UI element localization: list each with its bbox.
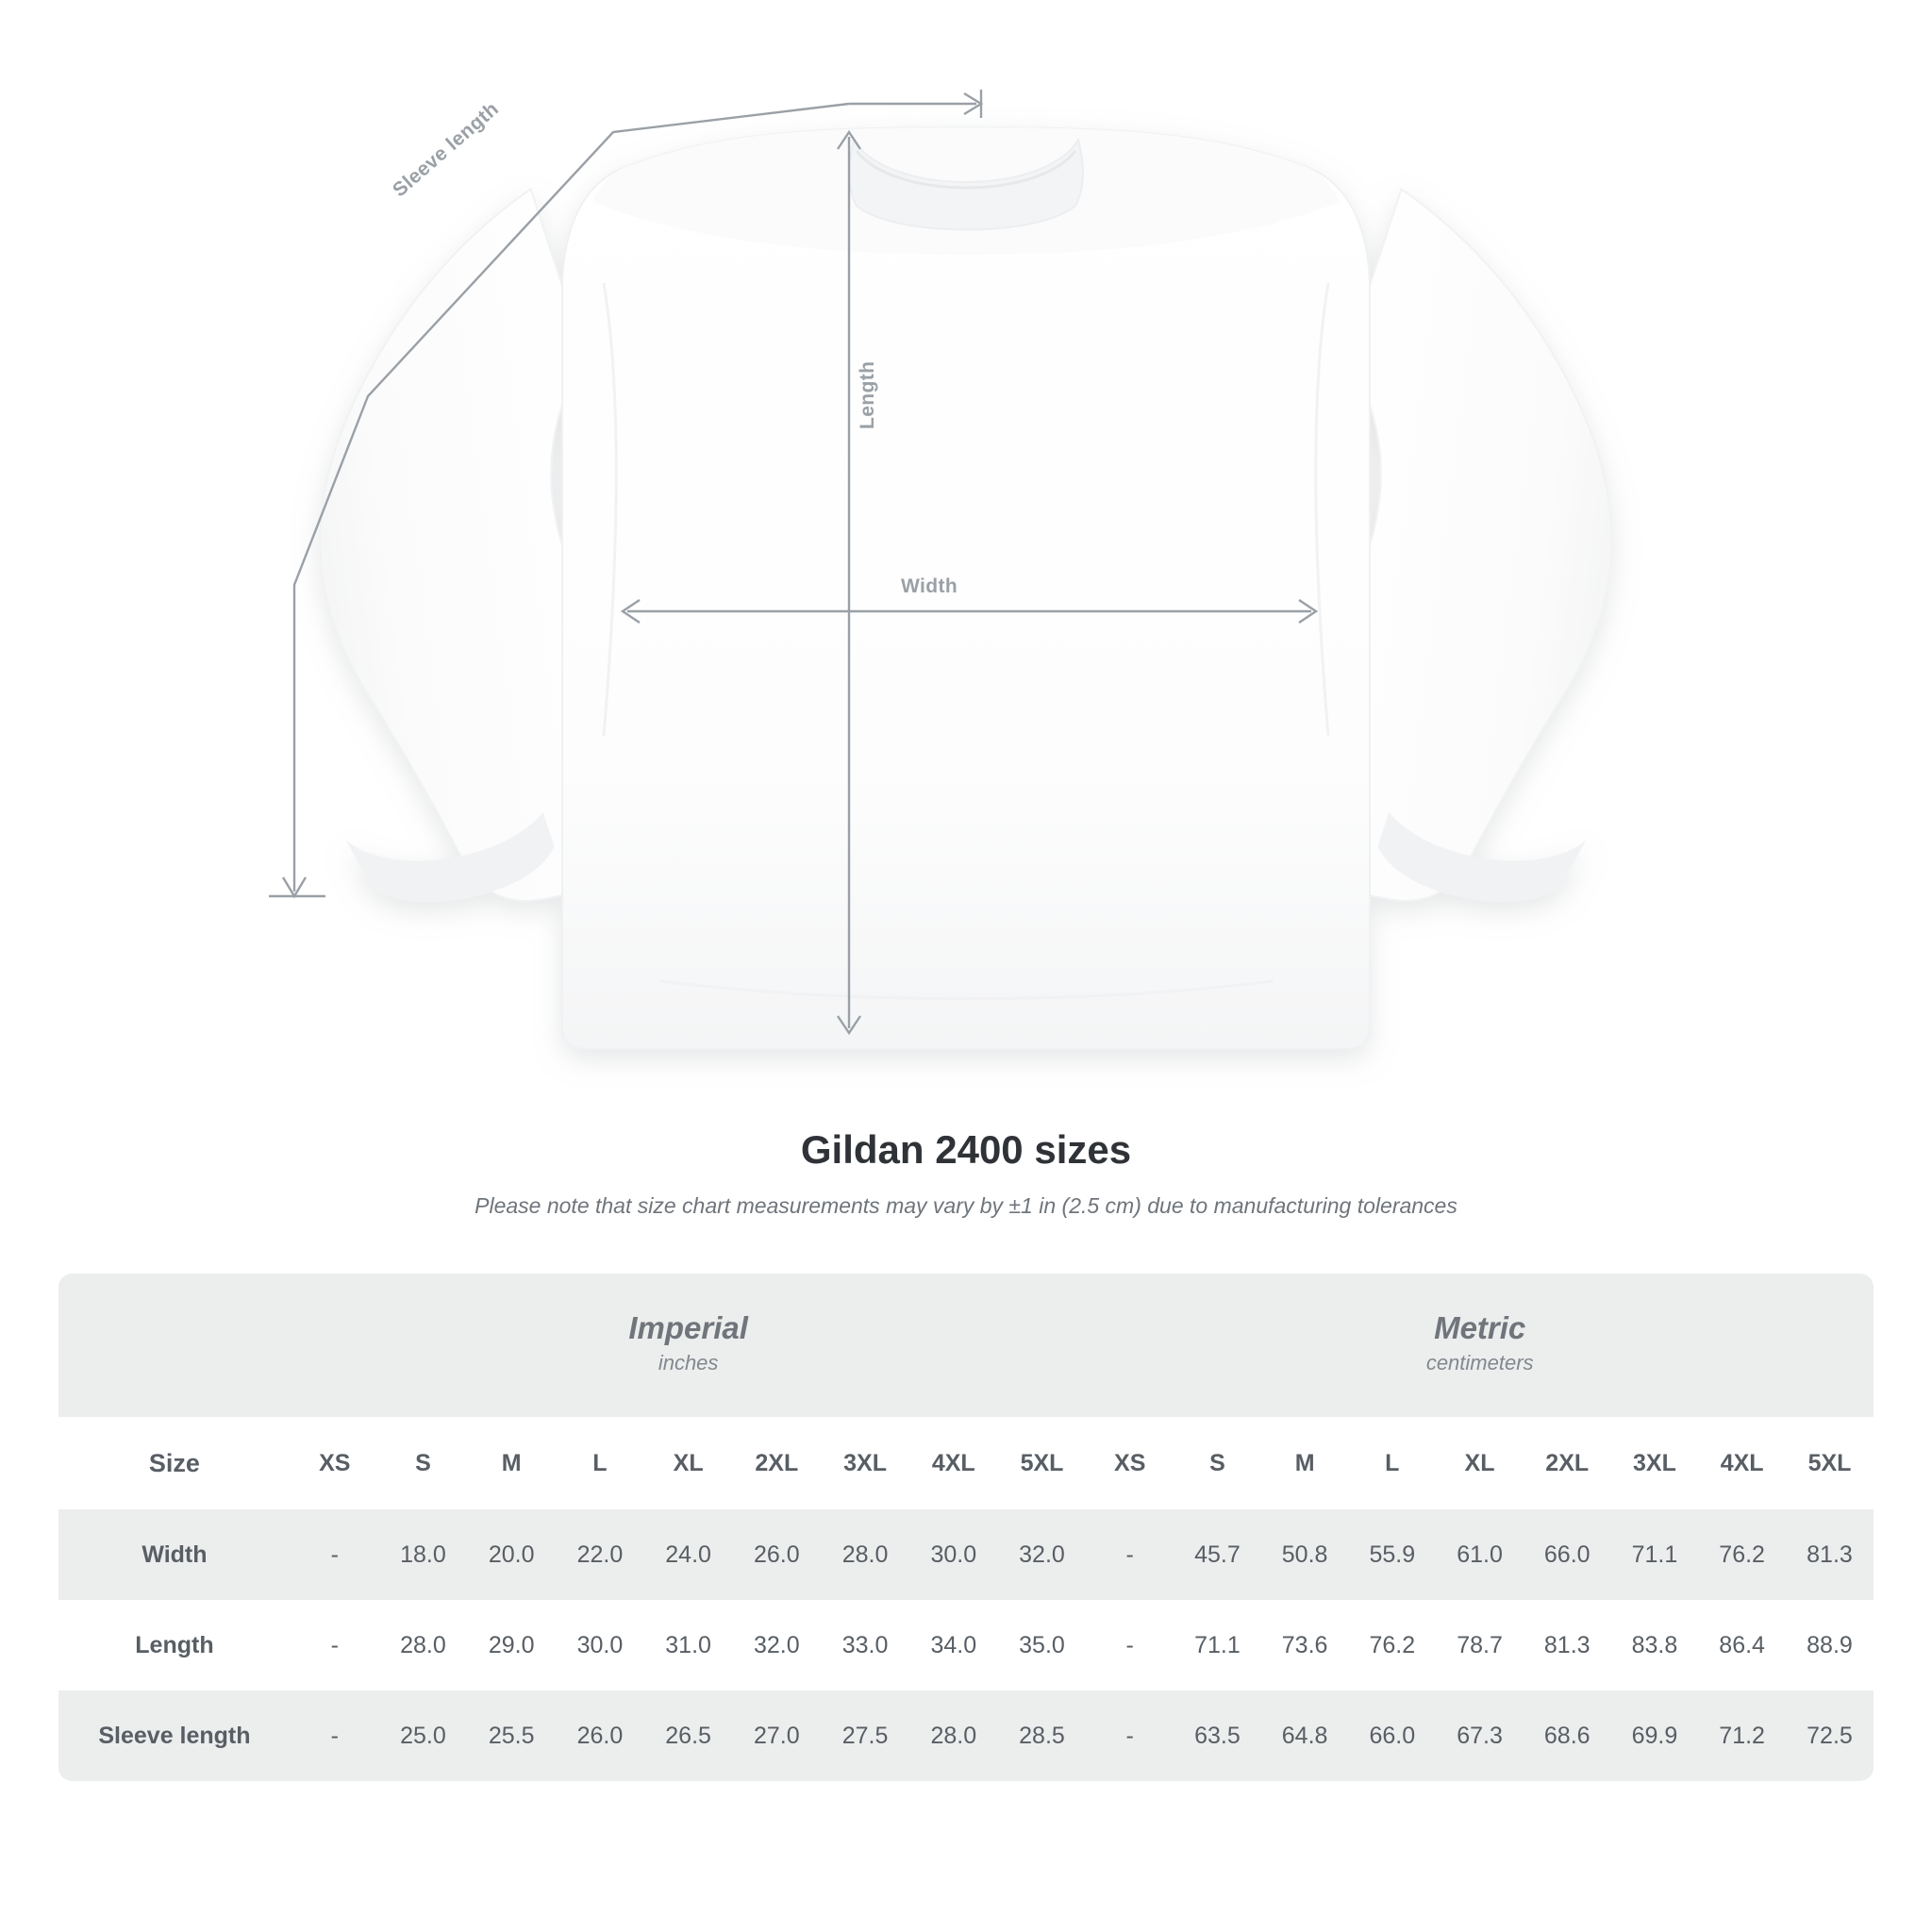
cell-length-imperial-3xl: 33.0 bbox=[821, 1600, 909, 1690]
size-header-imperial-5xl: 5XL bbox=[998, 1417, 1087, 1509]
cell-sleeve-metric-xl: 67.3 bbox=[1436, 1690, 1524, 1781]
cell-sleeve-imperial-2xl: 27.0 bbox=[732, 1690, 821, 1781]
cell-sleeve-imperial-m: 25.5 bbox=[467, 1690, 556, 1781]
cell-width-metric-5xl: 81.3 bbox=[1786, 1509, 1874, 1600]
table-row bbox=[58, 1600, 1874, 1690]
size-header-label: Size bbox=[58, 1417, 291, 1509]
cell-length-metric-3xl: 83.8 bbox=[1611, 1600, 1699, 1690]
cell-width-metric-4xl: 76.2 bbox=[1698, 1509, 1786, 1600]
cell-sleeve-imperial-xs: - bbox=[291, 1690, 379, 1781]
row-label-sleeve-length: Sleeve length bbox=[58, 1690, 291, 1781]
cell-sleeve-imperial-5xl: 28.5 bbox=[998, 1690, 1087, 1781]
table-row bbox=[58, 1509, 1874, 1600]
cell-length-imperial-5xl: 35.0 bbox=[998, 1600, 1087, 1690]
size-header-imperial-2xl: 2XL bbox=[732, 1417, 821, 1509]
cell-width-imperial-5xl: 32.0 bbox=[998, 1509, 1087, 1600]
cell-width-metric-xl: 61.0 bbox=[1436, 1509, 1524, 1600]
unit-header-row bbox=[58, 1274, 1874, 1417]
cell-sleeve-imperial-3xl: 27.5 bbox=[821, 1690, 909, 1781]
cell-width-imperial-2xl: 26.0 bbox=[732, 1509, 821, 1600]
size-header-metric-m: M bbox=[1261, 1417, 1349, 1509]
title-block bbox=[0, 1127, 1932, 1219]
page-title: Gildan 2400 sizes bbox=[800, 1127, 1132, 1172]
cell-length-imperial-xs: - bbox=[291, 1600, 379, 1690]
cell-width-metric-l: 55.9 bbox=[1348, 1509, 1436, 1600]
row-label-width: Width bbox=[58, 1509, 291, 1600]
size-header-metric-4xl: 4XL bbox=[1698, 1417, 1786, 1509]
sleeve-length-label: Sleeve length bbox=[389, 97, 504, 202]
cell-width-metric-3xl: 71.1 bbox=[1611, 1509, 1699, 1600]
cell-length-metric-s: 71.1 bbox=[1174, 1600, 1261, 1690]
unit-metric-cell bbox=[1086, 1274, 1874, 1417]
length-label: Length bbox=[857, 360, 878, 429]
unit-imperial-sub: inches bbox=[658, 1351, 719, 1375]
cell-length-imperial-s: 28.0 bbox=[379, 1600, 468, 1690]
cell-sleeve-metric-3xl: 69.9 bbox=[1611, 1690, 1699, 1781]
cell-width-metric-s: 45.7 bbox=[1174, 1509, 1261, 1600]
cell-length-metric-4xl: 86.4 bbox=[1698, 1600, 1786, 1690]
cell-sleeve-metric-xs: - bbox=[1086, 1690, 1174, 1781]
tolerance-note: Please note that size chart measurements may vary by ±1 in (2.5 cm) due to manufacturing tolerances bbox=[475, 1193, 1457, 1218]
size-header-metric-2xl: 2XL bbox=[1524, 1417, 1611, 1509]
size-header-metric-3xl: 3XL bbox=[1611, 1417, 1699, 1509]
cell-length-imperial-m: 29.0 bbox=[467, 1600, 556, 1690]
cell-sleeve-metric-2xl: 68.6 bbox=[1524, 1690, 1611, 1781]
unit-imperial-cell bbox=[291, 1274, 1086, 1417]
cell-width-metric-xs: - bbox=[1086, 1509, 1174, 1600]
cell-sleeve-metric-5xl: 72.5 bbox=[1786, 1690, 1874, 1781]
size-header-metric-xs: XS bbox=[1086, 1417, 1174, 1509]
unit-imperial-name: Imperial bbox=[628, 1310, 748, 1346]
cell-width-imperial-m: 20.0 bbox=[467, 1509, 556, 1600]
cell-width-imperial-s: 18.0 bbox=[379, 1509, 468, 1600]
size-header-metric-xl: XL bbox=[1436, 1417, 1524, 1509]
size-header-metric-l: L bbox=[1348, 1417, 1436, 1509]
cell-length-imperial-4xl: 34.0 bbox=[909, 1600, 998, 1690]
cell-length-metric-2xl: 81.3 bbox=[1524, 1600, 1611, 1690]
size-header-metric-s: S bbox=[1174, 1417, 1261, 1509]
size-header-imperial-xl: XL bbox=[644, 1417, 733, 1509]
cell-sleeve-metric-4xl: 71.2 bbox=[1698, 1690, 1786, 1781]
unit-corner-cell bbox=[58, 1274, 291, 1417]
cell-sleeve-imperial-xl: 26.5 bbox=[644, 1690, 733, 1781]
size-header-imperial-4xl: 4XL bbox=[909, 1417, 998, 1509]
cell-width-metric-2xl: 66.0 bbox=[1524, 1509, 1611, 1600]
cell-width-imperial-3xl: 28.0 bbox=[821, 1509, 909, 1600]
cell-sleeve-imperial-s: 25.0 bbox=[379, 1690, 468, 1781]
size-header-imperial-3xl: 3XL bbox=[821, 1417, 909, 1509]
cell-width-imperial-xs: - bbox=[291, 1509, 379, 1600]
size-table bbox=[58, 1274, 1874, 1781]
cell-width-metric-m: 50.8 bbox=[1261, 1509, 1349, 1600]
cell-length-imperial-2xl: 32.0 bbox=[732, 1600, 821, 1690]
row-label-length: Length bbox=[58, 1600, 291, 1690]
cell-sleeve-metric-m: 64.8 bbox=[1261, 1690, 1349, 1781]
size-header-metric-5xl: 5XL bbox=[1786, 1417, 1874, 1509]
cell-length-metric-xl: 78.7 bbox=[1436, 1600, 1524, 1690]
size-header-imperial-l: L bbox=[556, 1417, 644, 1509]
cell-length-metric-m: 73.6 bbox=[1261, 1600, 1349, 1690]
cell-sleeve-metric-s: 63.5 bbox=[1174, 1690, 1261, 1781]
cell-length-metric-5xl: 88.9 bbox=[1786, 1600, 1874, 1690]
cell-length-metric-l: 76.2 bbox=[1348, 1600, 1436, 1690]
size-header-imperial-m: M bbox=[467, 1417, 556, 1509]
cell-width-imperial-l: 22.0 bbox=[556, 1509, 644, 1600]
cell-length-imperial-l: 30.0 bbox=[556, 1600, 644, 1690]
unit-metric-name: Metric bbox=[1434, 1310, 1526, 1346]
unit-metric-sub: centimeters bbox=[1425, 1351, 1534, 1375]
cell-sleeve-imperial-l: 26.0 bbox=[556, 1690, 644, 1781]
cell-sleeve-metric-l: 66.0 bbox=[1348, 1690, 1436, 1781]
cell-length-imperial-xl: 31.0 bbox=[644, 1600, 733, 1690]
cell-width-imperial-4xl: 30.0 bbox=[909, 1509, 998, 1600]
cell-length-metric-xs: - bbox=[1086, 1600, 1174, 1690]
cell-width-imperial-xl: 24.0 bbox=[644, 1509, 733, 1600]
size-table-container bbox=[58, 1274, 1874, 1781]
size-header-imperial-s: S bbox=[379, 1417, 468, 1509]
width-label: Width bbox=[901, 575, 958, 597]
table-row bbox=[58, 1690, 1874, 1781]
size-header-imperial-xs: XS bbox=[291, 1417, 379, 1509]
size-header-row bbox=[58, 1417, 1874, 1509]
cell-sleeve-imperial-4xl: 28.0 bbox=[909, 1690, 998, 1781]
